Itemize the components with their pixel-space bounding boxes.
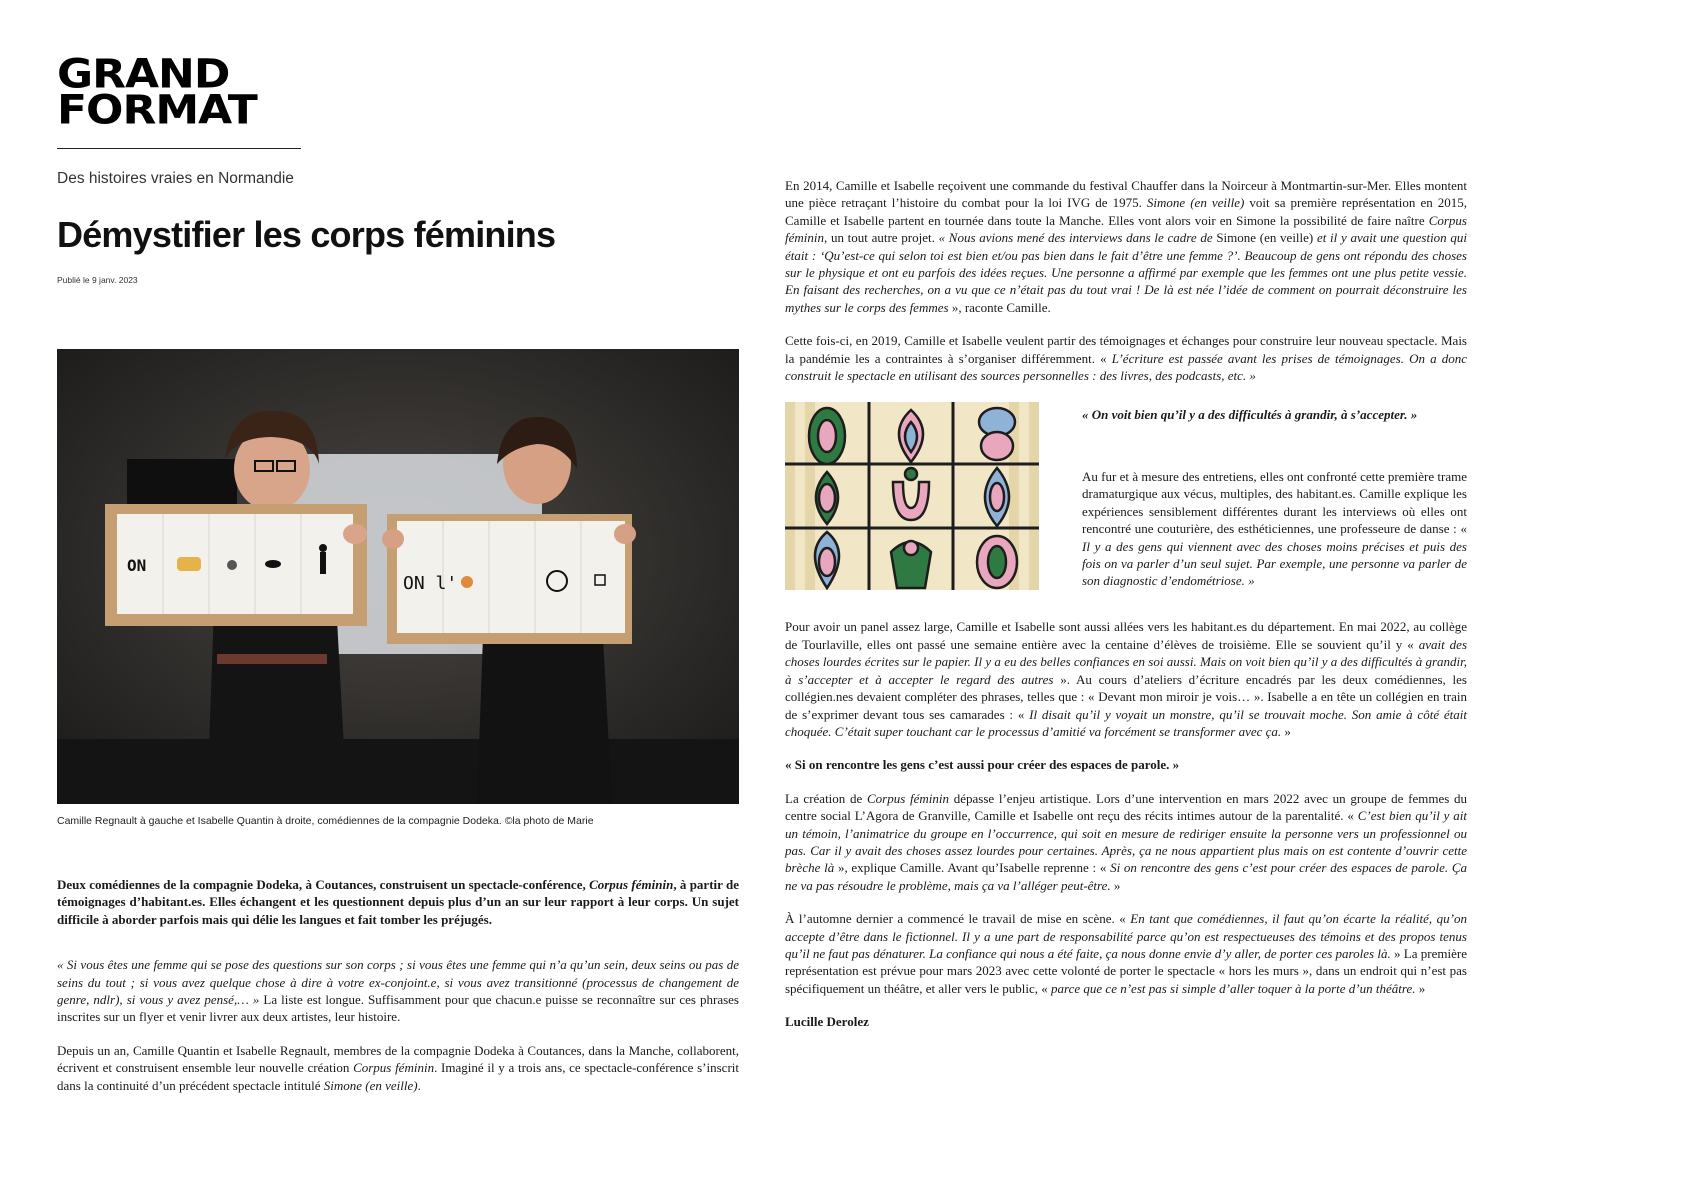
r5-quote-b: Si on rencontre des gens c’est pour créer des espaces de parole. Ça ne va pas résoudre le problème, mais ça va l’alléger peut-être. (785, 860, 1468, 893)
paragraph-r3 (1082, 468, 1467, 590)
paragraph-2-text-a: Depuis un an, Camille Quantin et Isabelle Regnault, membres de la compagnie Dodeka à Coutances, dans la Manche, collaborent, écrivent et construisent ensemble leur nouvelle création (57, 1042, 739, 1076)
paragraph-2-title-b: Simone (en veille) (323, 1077, 418, 1093)
r6-text-a: À l’automne dernier a commencé le travail de mise en scène. « (785, 911, 1131, 927)
paragraph-1 (57, 956, 739, 1026)
paragraph-r2 (785, 332, 1467, 384)
intro-work-title: Corpus féminin (589, 877, 674, 892)
r1-quote-b: et il y avait une question qui était : ‘Qu’est-ce qui selon toi est bien et/ou pas bien dans le fait d’être une femme ?’. Beaucoup de gens ont répondu des choses sur le physique et ont eu parfois des idées reçues. Une personne a affirmé par exemple que les femmes ont une plus petite vessie. En faisant des recherches, on a vu que ce n’était pas du tout vrai ! De là est née l’idée de comment on pourrait déconstruire les mythes sur le corps des femmes (785, 230, 1468, 315)
r5-text-c: », explique Camille. Avant qu’Isabelle reprenne : « (834, 860, 1111, 876)
article-body-left (57, 876, 739, 1094)
r5-text-a: La création de (785, 790, 867, 806)
vulva-pattern-illustration (785, 402, 1039, 590)
illustration-row (785, 402, 1467, 590)
r2-quote: L’écriture est passée avant les prises de témoignages. On a donc construit le spectacle en utilisant des sources personnelles : des livres, des podcasts, etc. » (785, 350, 1467, 384)
photo-caption: Camille Regnault à gauche et Isabelle Quantin à droite, comédiennes de la compagnie Dodeka. ©la photo de Marie (57, 815, 594, 827)
r5-quote-a: C’est bien qu’il y ait un témoin, l’animatrice du groupe en l’occurrence, qui soit en mesure de rediriger ensuite la personne vers un professionnel ou pas. Car il y avait des choses assez lourdes pour certaines. Après, ça ne nous appartient plus mais on est contente d’ouvrir cette brèche là (785, 808, 1468, 876)
paragraph-r4 (785, 618, 1467, 740)
paragraph-2-title-a: Corpus féminin (353, 1060, 435, 1076)
r5-title: Corpus féminin (867, 790, 949, 806)
article-body-right (785, 177, 1467, 1031)
r6-text-b: » La première représentation est prévue pour mars 2023 avec cette volonté de porter le spectacle « hors les murs », dans un endroit qui n’est pas spécifiquement un théâtre, et aller vers le public, « (785, 945, 1468, 996)
article-title: Démystifier les corps féminins (57, 214, 556, 255)
r1-title-b: Corpus féminin (785, 212, 1467, 246)
r4-quote-a: avait des choses lourdes écrites sur le papier. Il y a eu des belles confiances en soi aussi. Mais on voit bien qu’il y a des difficultés à grandir, à s’accepter et à accepter le regard des autres (785, 636, 1468, 687)
r4-quote-b: Il disait qu’il y voyait un monstre, qu’il se trouvait moche. Son amie à côté était choquée. C’était super touchant car le processus d’amitié va forcément se transformer avec ça. (785, 706, 1467, 739)
publish-date: Publié le 9 janv. 2023 (57, 275, 138, 285)
r1-text-b: voit sa première représentation en 2015, Camille et Isabelle partent en tournée dans toute la Manche. Elles vont alors voir en Simone la possibilité de faire naître (785, 195, 1468, 228)
paragraph-r5 (785, 790, 1467, 894)
r6-quote-a: En tant que comédiennes, il faut qu’on écarte la réalité, qu’on accepte d’être dans le fictionnel. Il y a une part de responsabilité parce qu’on est respectueuses des témoins et des propos tenus qu’il ne faut pas dénaturer. La confiance qui nous a été faite, ça nous donne envie d’y aller, de porter ces paroles là. (785, 911, 1467, 961)
brand-logo-line1: GRAND (57, 50, 230, 98)
r5-text-b: dépasse l’enjeu artistique. Lors d’une intervention en mars 2022 avec un groupe de femmes du centre social L’Agora de Granville, Camille et Isabelle ont reçu des récits intimes autour de la parentalité. « (785, 790, 1467, 824)
brand-logo-line2: FORMAT (57, 86, 257, 134)
paragraph-2 (57, 1042, 739, 1094)
pull-quote: « On voit bien qu’il y a des difficultés à grandir, à s’accepter. » (1082, 407, 1418, 423)
r5-text-d: » (1110, 877, 1121, 893)
illustration (785, 402, 1039, 590)
paragraph-r1 (785, 177, 1467, 316)
section-subheading: « Si on rencontre les gens c’est aussi pour créer des espaces de parole. » (785, 757, 1180, 773)
r4-text-b: ». Au cours d’ateliers d’écriture encadrés par les deux comédiennes, les collégien.nes devaient compléter des phrases, telles que : « Devant mon miroir je vois… ». Isabelle a en tête un collégien en train de s’exprimer devant tous ses camarades : « (785, 671, 1467, 722)
article-photo (57, 349, 739, 804)
r4-text-a: Pour avoir un panel assez large, Camille et Isabelle sont aussi allées vers les habitant.es du département. En mai 2022, au collège de Tourlaville, elles ont passé une semaine entière avec la centaine d’élèves de troisième. Elle se souvient qu’il y « (785, 619, 1467, 652)
r1-text-a: En 2014, Camille et Isabelle reçoivent une commande du festival Chauffer dans la Noirceur à Montmartin-sur-Mer. Elles montent une pièce retraçant l’histoire du combat pour la loi IVG de 1975. (785, 178, 1467, 211)
r1-text-d: Simone (en veille) (1212, 230, 1317, 246)
paragraph-2-text-b: . Imaginé il y a trois ans, ce spectacle-conférence s’inscrit dans la continuité d’un précédent spectacle intitulé (57, 1060, 739, 1093)
header-divider (57, 148, 301, 149)
photo-card-right-text: ON l' (403, 573, 458, 594)
paragraph-r6 (785, 910, 1467, 997)
r1-quote-a: « Nous avions mené des interviews dans le cadre de (938, 230, 1213, 246)
r3-text: Au fur et à mesure des entretiens, elles ont confronté cette première trame dramaturgique aux vécus, multiples, des habitant.es. Camille explique les expériences sensiblement différentes durant les interviews où elles ont rencontré une couturière, des esthéticiennes, une professeure de danse : « (1082, 468, 1467, 537)
photo-card-left-text: ON (127, 556, 147, 575)
r3-quote: Il y a des gens qui viennent avec des choses moins précises et puis des fois on va parler d’un seul sujet. Par exemple, une personne va parler de son diagnostic d’endométriose. » (1082, 538, 1467, 589)
r2-text: Cette fois-ci, en 2019, Camille et Isabelle veulent partir des témoignages et échanges pour construire leur nouveau spectacle. Mais la pandémie les a contraintes à s’organiser différemment. « (785, 333, 1467, 366)
r4-text-c: » (1281, 723, 1291, 739)
paragraph-1-text: La liste est longue. Suffisamment pour que chacun.e puisse se reconnaître sur ces phrases inscrites sur un flyer et venir livrer aux deux artistes, leur histoire. (57, 992, 739, 1025)
illustration-side-text (1082, 402, 1467, 590)
article-intro (57, 876, 739, 928)
r1-text-c: , un tout autre projet. (824, 230, 939, 246)
intro-text: Deux comédiennes de la compagnie Dodeka, à Coutances, construisent un spectacle-conférence, (57, 877, 586, 892)
flyer-quote: « Si vous êtes une femme qui se pose des questions sur son corps ; si vous êtes une femme qui n’a qu’un sein, deux seins ou pas de seins du tout ; si vous avez quelque chose à dire à votre ex-conjoint.e, si vous avez transitionné (processus de changement de genre, ndlr), si vous y avez pensé,… » (57, 957, 739, 1008)
brand-logo[interactable] (57, 50, 317, 134)
site-tagline: Des histoires vraies en Normandie (57, 170, 294, 187)
paragraph-2-text-c: . (417, 1077, 421, 1093)
r1-title-a: Simone (en veille) (1146, 195, 1245, 211)
article-author: Lucille Derolez (785, 1014, 869, 1030)
r6-quote-b: parce que ce n’est pas si simple d’aller toquer à la porte d’un théâtre. (1051, 980, 1416, 996)
r6-text-c: » (1415, 980, 1426, 996)
r1-text-e: », raconte Camille. (948, 299, 1051, 315)
intro-text-end: , à partir de témoignages d’habitant.es. Elles échangent et les questionnent depuis plus d’un an sur leur rapport à leur corps. Un sujet difficile à aborder parfois mais qui délie les langues et fait tomber les préjugés. (57, 877, 740, 927)
